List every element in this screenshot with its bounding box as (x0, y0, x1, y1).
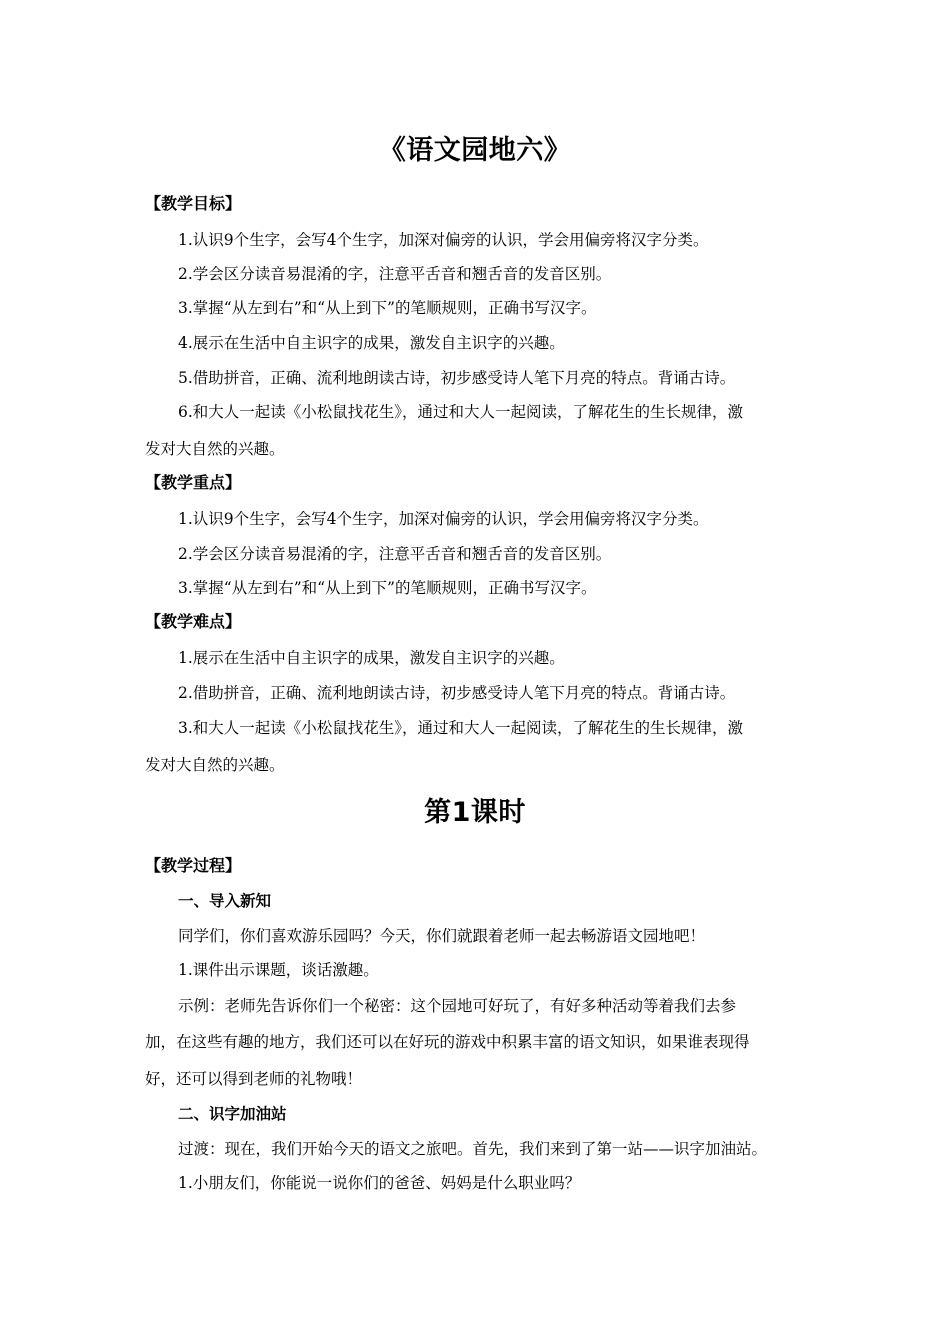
key-points-heading: 【教学重点】 (145, 473, 242, 492)
objective-line: 发对大自然的兴趣。 (145, 440, 285, 458)
objective-line: 3.掌握“从左到右”和“从上到下”的笔顺规则，正确书写汉字。 (178, 299, 597, 317)
key-point-line: 2.学会区分读音易混淆的字，注意平舌音和翘舌音的发音区别。 (178, 545, 612, 563)
process-line: 1.课件出示课题，谈话激趣。 (178, 961, 379, 979)
process-line: 示例：老师先告诉你们一个秘密：这个园地可好玩了，有好多种活动等着我们去参 (178, 997, 737, 1015)
section-title-literacy: 二、识字加油站 (178, 1105, 287, 1123)
difficulty-line: 发对大自然的兴趣。 (145, 756, 285, 774)
process-heading: 【教学过程】 (145, 856, 242, 875)
difficulties-heading: 【教学难点】 (145, 612, 242, 631)
process-line: 1.小朋友们，你能说一说你们的爸爸、妈妈是什么职业吗？ (178, 1174, 581, 1192)
process-line: 同学们，你们喜欢游乐园吗？今天，你们就跟着老师一起去畅游语文园地吧！ (178, 927, 706, 945)
objectives-heading: 【教学目标】 (145, 194, 242, 213)
document-title: 《语文园地六》 (378, 135, 572, 166)
process-line: 好，还可以得到老师的礼物哦！ (145, 1070, 363, 1088)
difficulty-line: 1.展示在生活中自主识字的成果，激发自主识字的兴趣。 (178, 649, 565, 667)
objective-line: 2.学会区分读音易混淆的字，注意平舌音和翘舌音的发音区别。 (178, 265, 612, 283)
process-line: 加，在这些有趣的地方，我们还可以在好玩的游戏中积累丰富的语文知识，如果谁表现得 (145, 1033, 750, 1051)
difficulty-line: 3.和大人一起读《小松鼠找花生》，通过和大人一起阅读，了解花生的生长规律，激 (178, 719, 744, 737)
key-point-line: 1.认识9个生字，会写4个生字，加深对偏旁的认识，学会用偏旁将汉字分类。 (178, 510, 709, 528)
key-point-line: 3.掌握“从左到右”和“从上到下”的笔顺规则，正确书写汉字。 (178, 579, 597, 597)
section-title-intro: 一、导入新知 (178, 892, 272, 910)
objective-line: 6.和大人一起读《小松鼠找花生》，通过和大人一起阅读，了解花生的生长规律，激 (178, 403, 744, 421)
difficulty-line: 2.借助拼音，正确、流利地朗读古诗，初步感受诗人笔下月亮的特点。背诵古诗。 (178, 684, 736, 702)
objective-line: 4.展示在生活中自主识字的成果，激发自主识字的兴趣。 (178, 334, 565, 352)
lesson-title: 第1课时 (424, 797, 526, 828)
objective-line: 1.认识9个生字，会写4个生字，加深对偏旁的认识，学会用偏旁将汉字分类。 (178, 231, 709, 249)
process-line: 过渡：现在，我们开始今天的语文之旅吧。首先，我们来到了第一站——识字加油站。 (178, 1140, 768, 1158)
objective-line: 5.借助拼音，正确、流利地朗读古诗，初步感受诗人笔下月亮的特点。背诵古诗。 (178, 369, 736, 387)
